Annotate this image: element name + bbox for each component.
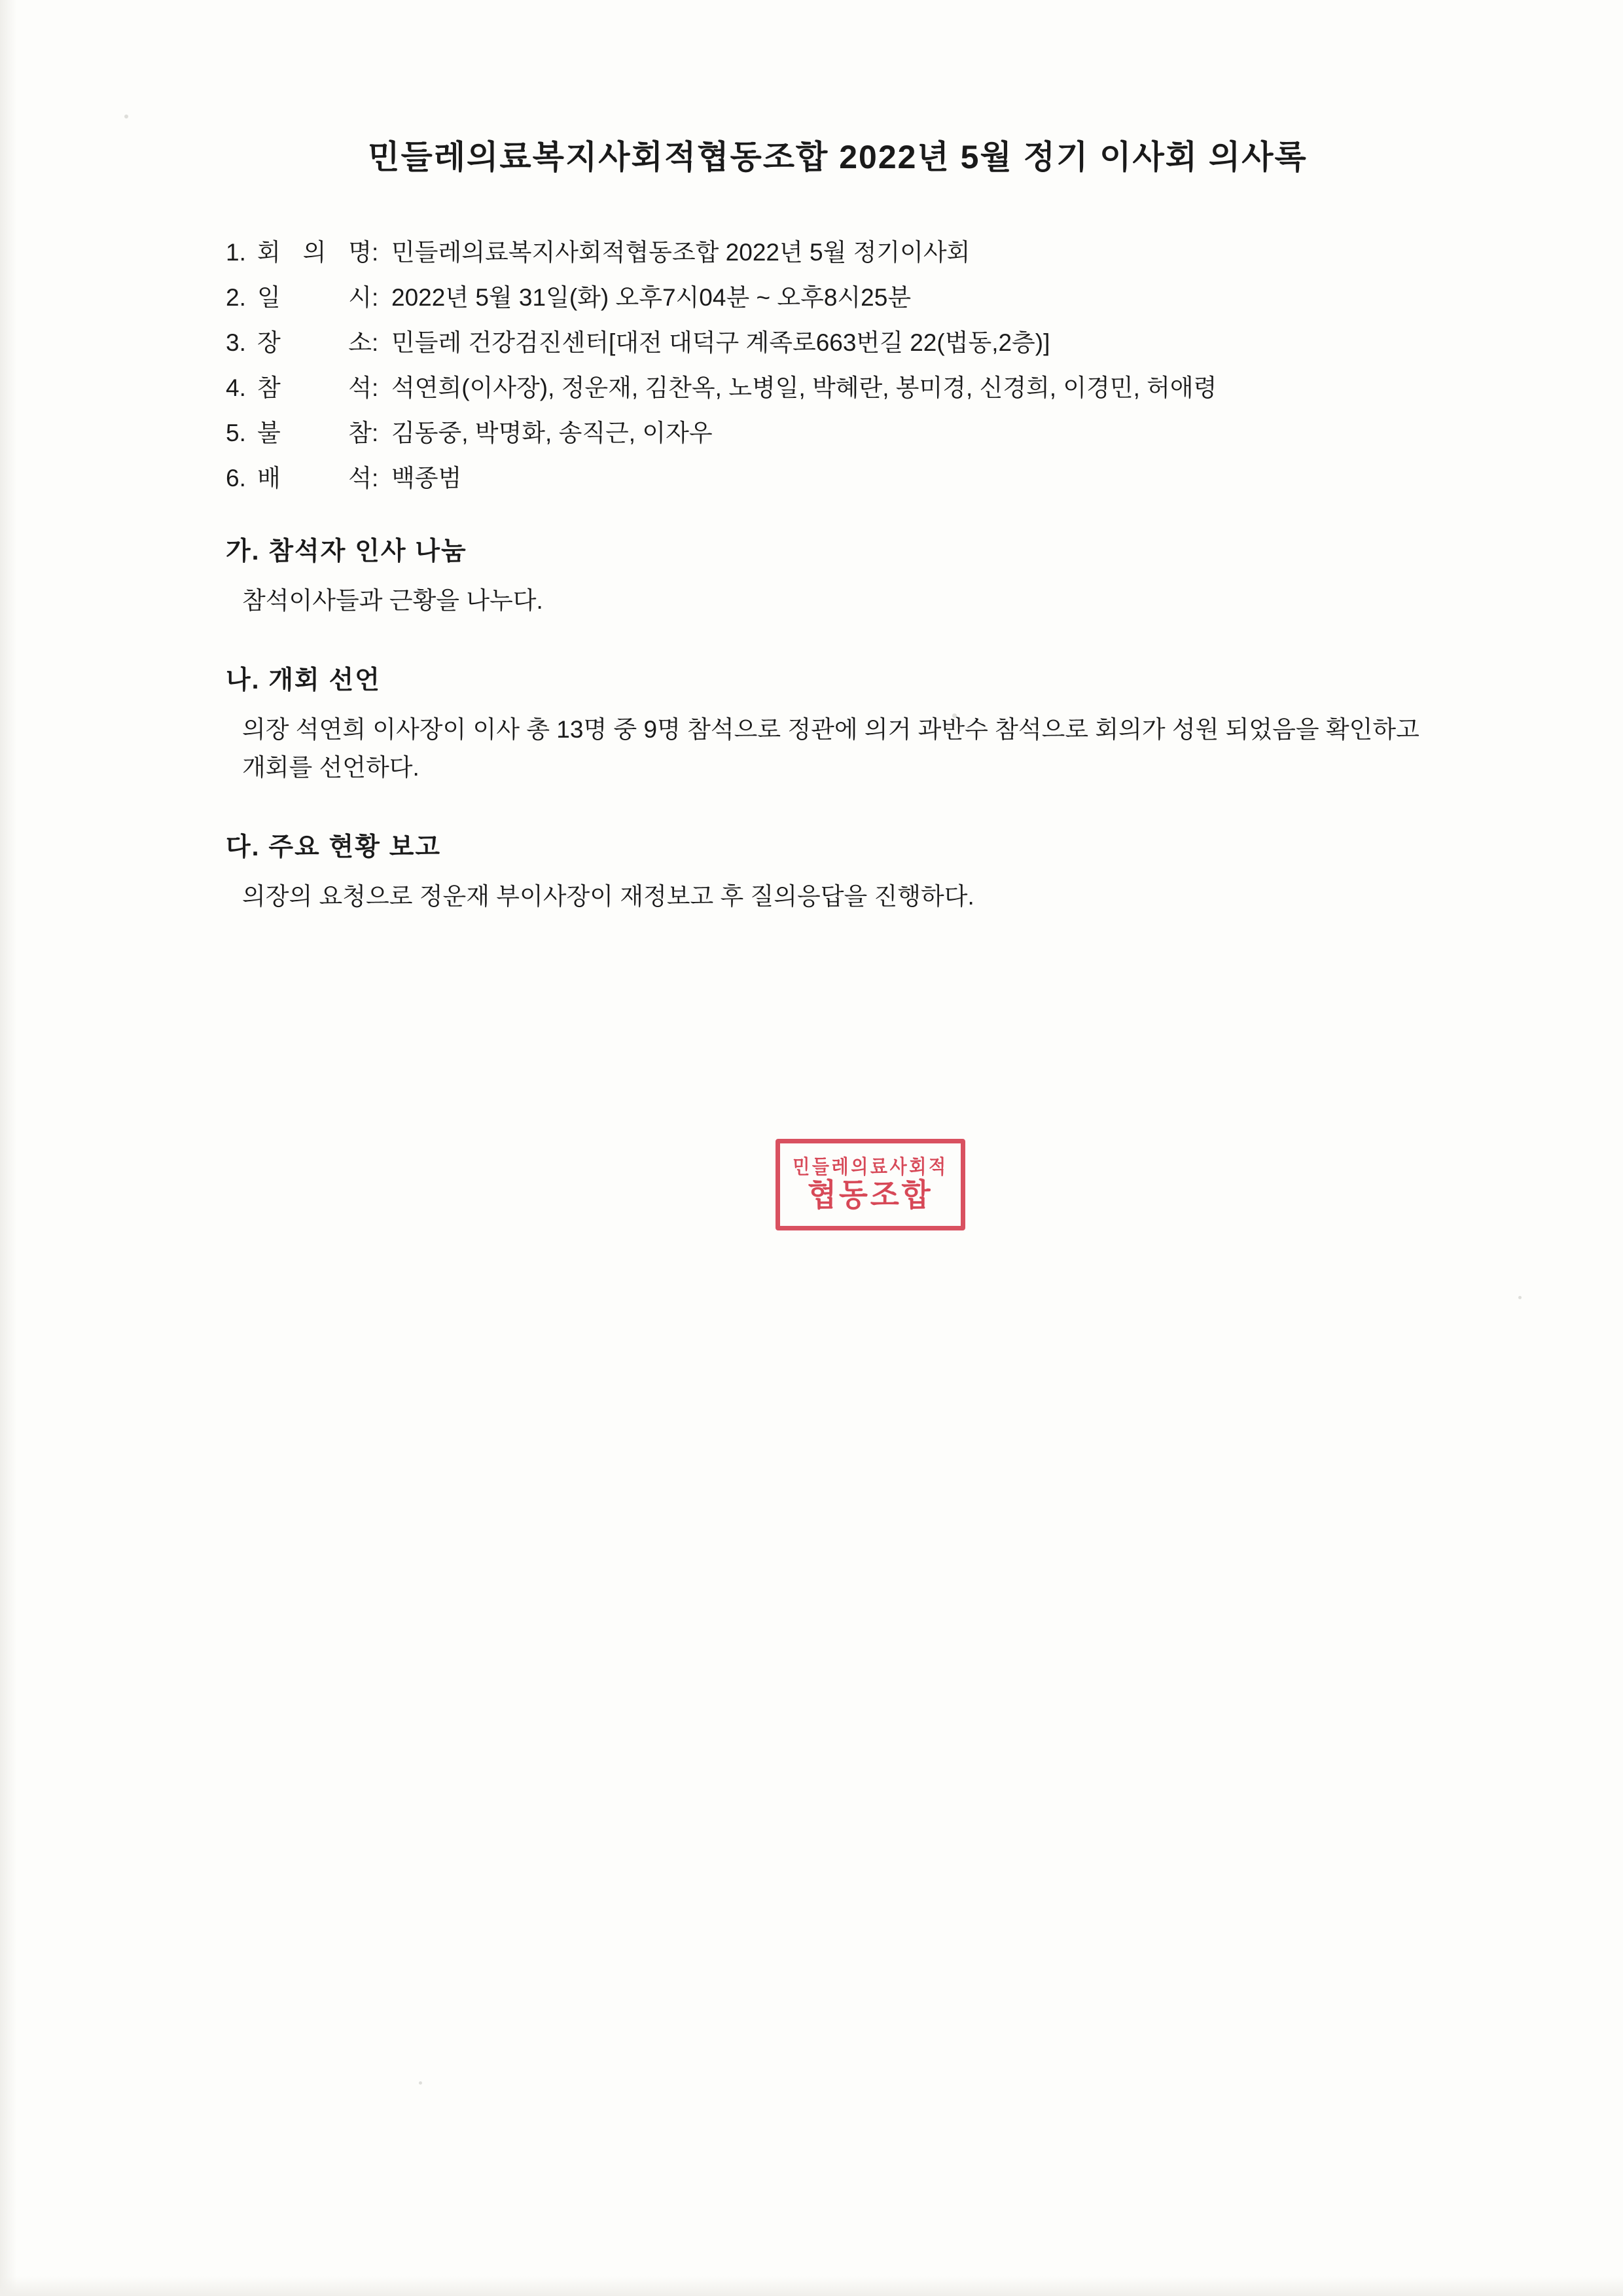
meta-colon: : — [372, 284, 379, 311]
meta-label-part: 참 — [348, 420, 372, 446]
section-opening-declaration — [196, 660, 1479, 786]
meta-number: 3. — [226, 329, 246, 356]
stamp-bottom-text: 협동조합 — [808, 1178, 933, 1213]
meta-row — [226, 421, 1479, 445]
meta-number: 6. — [226, 465, 246, 492]
meta-colon: : — [372, 374, 379, 401]
meeting-meta-list — [226, 240, 1479, 490]
meta-row — [226, 331, 1479, 355]
section-greeting — [196, 531, 1479, 619]
scan-speck — [419, 2081, 422, 2085]
meta-label — [257, 466, 372, 490]
meta-label-part: 참 — [257, 374, 281, 401]
section-heading: 가. 참석자 인사 나눔 — [226, 537, 467, 565]
meta-number: 5. — [226, 420, 246, 446]
meta-label-part: 석 — [348, 374, 372, 401]
meta-colon: : — [372, 465, 379, 492]
meta-label-part: 장 — [257, 329, 281, 356]
section-content — [242, 878, 1446, 915]
meta-label-part: 일 — [257, 284, 281, 311]
meta-label-part: 소 — [348, 329, 372, 356]
meta-label — [257, 240, 372, 264]
section-paragraph: 의장 석연희 이사장이 이사 총 13명 중 9명 참석으로 정관에 의거 과반수 참석으로 회의가 성원 되었음을 확인하고 개회를 선언하다. — [242, 716, 1419, 781]
meta-label — [257, 376, 372, 400]
meta-value: 석연희(이사장), 정운재, 김찬옥, 노병일, 박혜란, 봉미경, 신경희, 이경민, 허애령 — [391, 374, 1217, 401]
meta-row — [226, 285, 1479, 310]
meta-label-part: 의 — [302, 239, 327, 266]
meta-number: 2. — [226, 284, 246, 311]
meta-label-part: 배 — [257, 465, 281, 492]
meta-row — [226, 376, 1479, 400]
meta-colon: : — [372, 239, 379, 266]
official-seal-stamp — [776, 1139, 965, 1230]
paper-edge-bottom — [0, 2276, 1623, 2296]
meta-value: 백종범 — [391, 465, 462, 492]
meta-label — [257, 331, 372, 355]
meta-label — [257, 285, 372, 310]
meta-label-part: 명 — [348, 239, 372, 266]
section-paragraph: 참석이사들과 근황을 나누다. — [242, 587, 543, 614]
section-heading: 다. 주요 현황 보고 — [226, 833, 442, 862]
paper-edge-left — [0, 0, 17, 2296]
meta-label-part: 석 — [348, 465, 372, 492]
stamp-text — [776, 1139, 965, 1230]
meta-value: 김동중, 박명화, 송직근, 이자우 — [391, 420, 713, 446]
meta-number: 1. — [226, 239, 246, 266]
section-content — [242, 582, 1446, 619]
stamp-top-text: 민들레의료사회적 — [793, 1157, 948, 1178]
meta-row — [226, 466, 1479, 490]
section-heading: 나. 개회 선언 — [226, 666, 381, 695]
meta-value: 민들레 건강검진센터[대전 대덕구 계족로663번길 22(법동,2층)] — [391, 329, 1050, 356]
page-title: 민들레의료복지사회적협동조합 2022년 5월 정기 이사회 의사록 — [368, 139, 1308, 175]
scan-speck — [1518, 1296, 1522, 1299]
meta-colon: : — [372, 329, 379, 356]
section-paragraph: 의장의 요청으로 정운재 부이사장이 재정보고 후 질의응답을 진행하다. — [242, 883, 974, 910]
meta-number: 4. — [226, 374, 246, 401]
meta-colon: : — [372, 420, 379, 446]
meta-value: 민들레의료복지사회적협동조합 2022년 5월 정기이사회 — [391, 239, 971, 266]
document-body — [196, 131, 1479, 915]
section-status-report — [196, 827, 1479, 915]
scan-speck — [124, 115, 128, 118]
meta-label — [257, 421, 372, 445]
meta-label-part: 시 — [348, 284, 372, 311]
section-content — [242, 711, 1446, 786]
meta-value: 2022년 5월 31일(화) 오후7시04분 ~ 오후8시25분 — [391, 284, 912, 311]
meta-label-part: 불 — [257, 420, 281, 446]
meta-row — [226, 240, 1479, 264]
meta-label-part: 회 — [257, 239, 281, 266]
